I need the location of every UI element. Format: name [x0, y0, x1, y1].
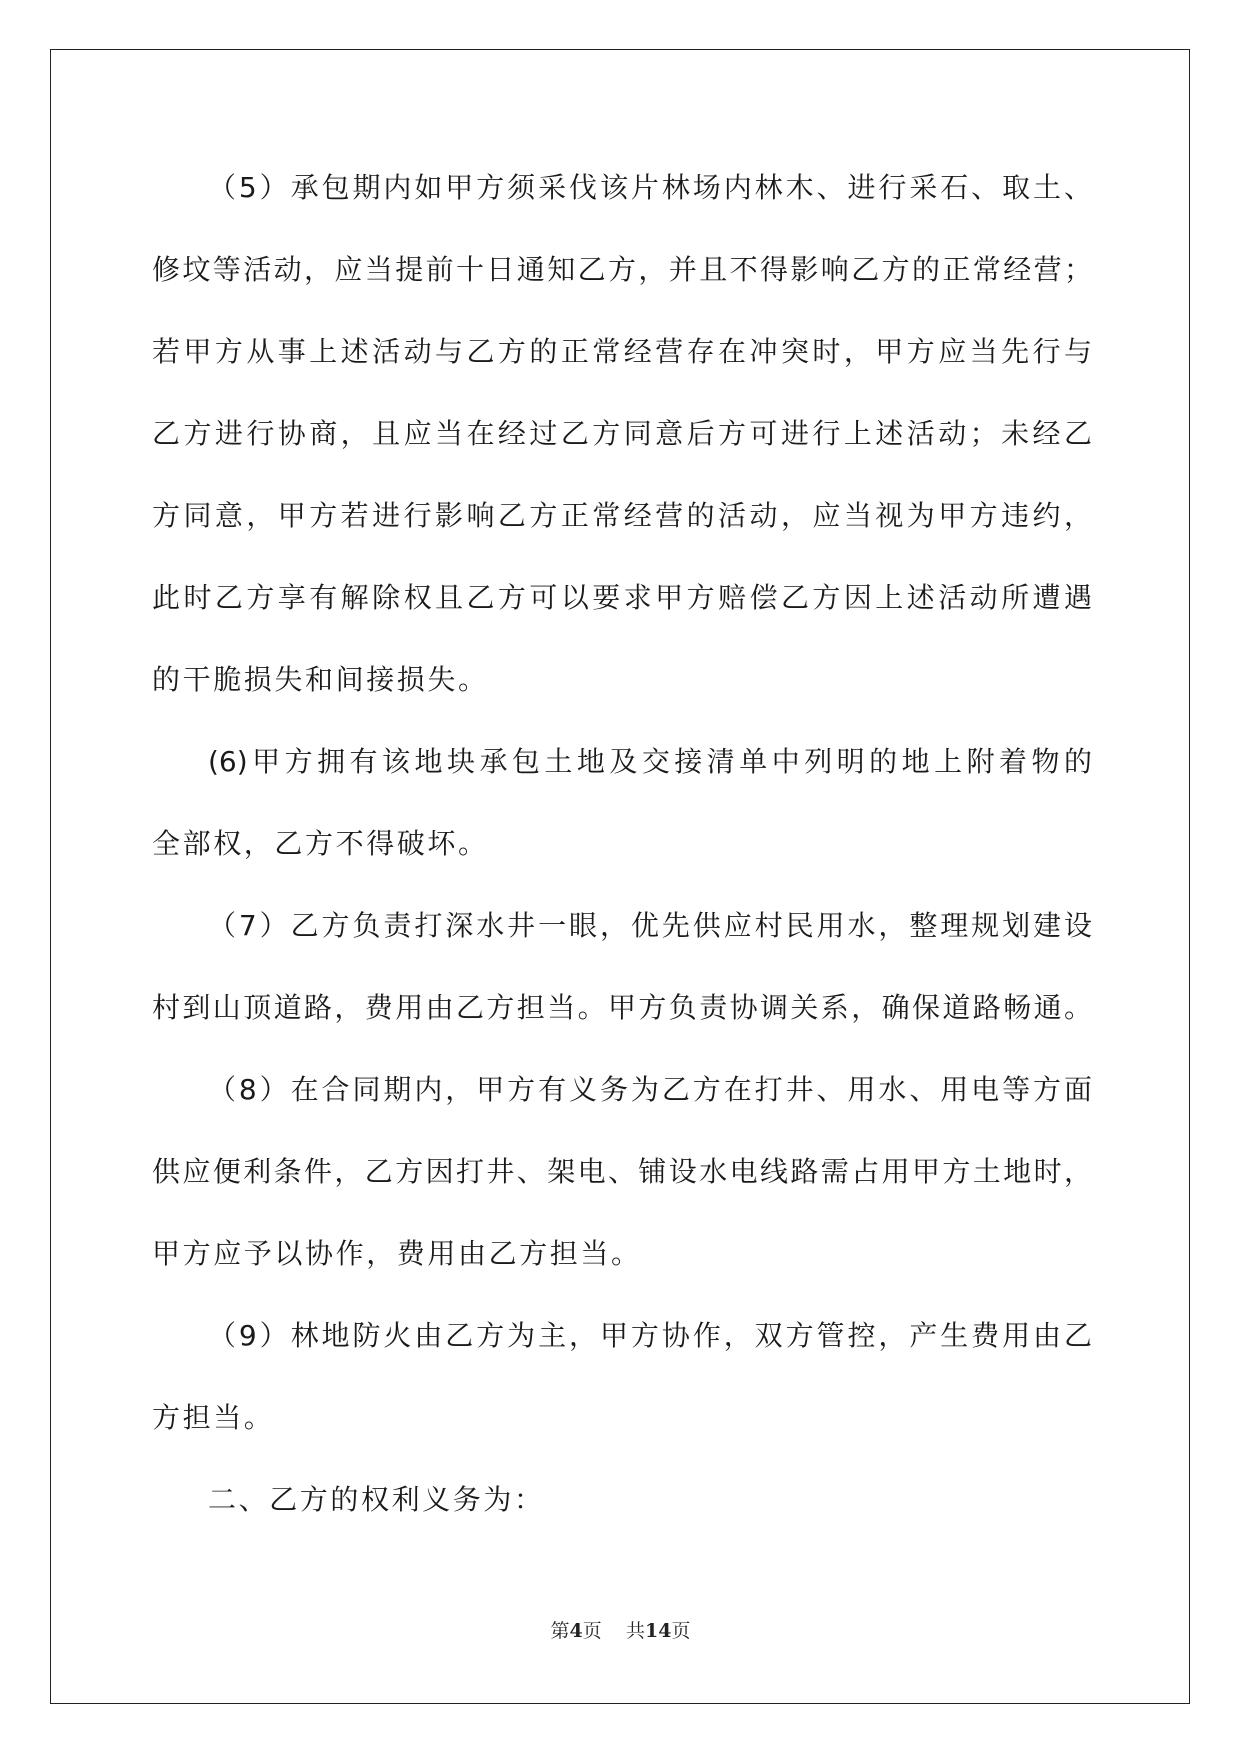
document-body: [152, 162, 1092, 1556]
paragraph-line: 方同意，甲方若进行影响乙方正常经营的活动，应当视为甲方违约，: [152, 499, 1092, 532]
footer-page-word: 页: [582, 1620, 602, 1642]
paragraph-8: [152, 1064, 1092, 1310]
paragraph-line: 乙方进行协商，且应当在经过乙方同意后方可进行上述活动；未经乙: [152, 417, 1092, 450]
footer-prefix: 第: [550, 1620, 570, 1642]
page-footer: [0, 1616, 1241, 1643]
paragraph-line: （8）在合同期内，甲方有义务为乙方在打井、用水、用电等方面: [208, 1073, 1092, 1106]
footer-total-prefix: 共: [625, 1620, 645, 1642]
paragraph-line: 全部权，乙方不得破坏。: [152, 827, 489, 860]
paragraph-line: 修坟等活动，应当提前十日通知乙方，并且不得影响乙方的正常经营；: [152, 253, 1092, 286]
paragraph-line: 供应便利条件，乙方因打井、架电、铺设水电线路需占用甲方土地时，: [152, 1155, 1092, 1188]
footer-total-suffix: 页: [671, 1620, 691, 1642]
section-heading-text: 二、乙方的权利义务为：: [208, 1483, 545, 1516]
section-heading: [152, 1474, 1092, 1556]
paragraph-line: 甲方应予以协作，费用由乙方担当。: [152, 1237, 642, 1270]
paragraph-line: (6)甲方拥有该地块承包土地及交接清单中列明的地上附着物的: [208, 745, 1092, 778]
paragraph-line: （5）承包期内如甲方须采伐该片林场内林木、进行采石、取土、: [208, 171, 1092, 204]
paragraph-line: （9）林地防火由乙方为主，甲方协作，双方管控，产生费用由乙: [208, 1319, 1092, 1352]
paragraph-line: 若甲方从事上述活动与乙方的正常经营存在冲突时，甲方应当先行与: [152, 335, 1092, 368]
current-page-number: 4: [569, 1620, 583, 1642]
paragraph-line: （7）乙方负责打深水井一眼，优先供应村民用水，整理规划建设: [208, 909, 1092, 942]
paragraph-6: [152, 736, 1092, 900]
paragraph-9: [152, 1310, 1092, 1474]
paragraph-7: [152, 900, 1092, 1064]
paragraph-line: 村到山顶道路，费用由乙方担当。甲方负责协调关系，确保道路畅通。: [152, 991, 1092, 1024]
paragraph-line: 的干脆损失和间接损失。: [152, 663, 489, 696]
total-pages-number: 14: [644, 1620, 672, 1642]
paragraph-line: 方担当。: [152, 1401, 275, 1434]
paragraph-line: 此时乙方享有解除权且乙方可以要求甲方赔偿乙方因上述活动所遭遇: [152, 581, 1092, 614]
paragraph-5: [152, 162, 1092, 736]
